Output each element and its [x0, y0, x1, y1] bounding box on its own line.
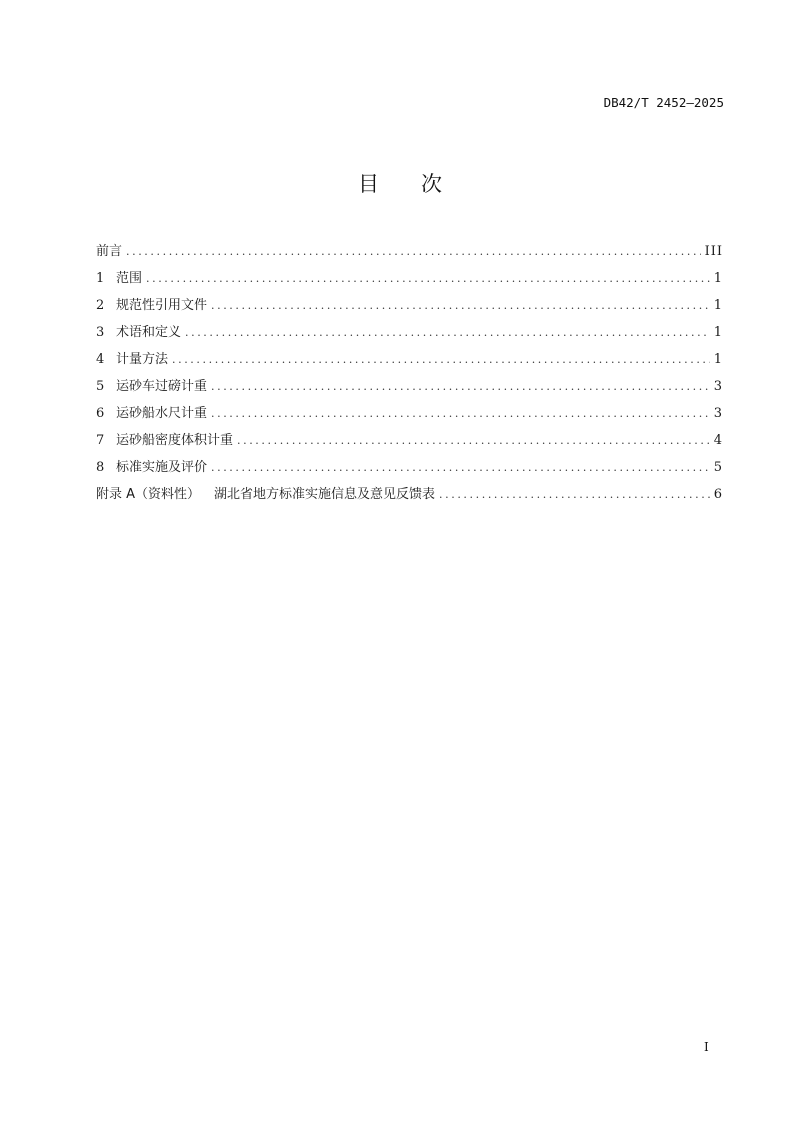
- toc-entry-page: 1: [713, 271, 723, 286]
- dot-leader: [146, 269, 710, 289]
- toc-entry-number: 1: [96, 271, 105, 286]
- toc-entry-page: 5: [713, 460, 723, 475]
- toc-entry-number: 3: [96, 325, 105, 340]
- toc-entry-title: 湖北省地方标准实施信息及意见反馈表: [214, 487, 436, 502]
- toc-entry-title: 运砂车过磅计重: [116, 379, 208, 394]
- toc-entry-page: 1: [713, 298, 723, 313]
- toc-entry-2[interactable]: [96, 296, 723, 323]
- document-code: DB42/T 2452—2025: [603, 95, 724, 110]
- title-char-1: 目: [358, 172, 379, 196]
- toc-entry-6[interactable]: [96, 404, 723, 431]
- toc-entry-page: III: [704, 244, 723, 259]
- toc-entry-title: 规范性引用文件: [116, 298, 208, 313]
- dot-leader: [185, 323, 710, 343]
- toc-appendix-prefix: 附录 A（资料性）: [96, 487, 201, 502]
- toc-entry-page: 1: [713, 352, 723, 367]
- toc-entry-number: 5: [96, 379, 105, 394]
- dot-leader: [126, 242, 701, 262]
- toc-entry-page: 4: [713, 433, 723, 448]
- dot-leader: [211, 404, 710, 424]
- toc-entry-number: 4: [96, 352, 105, 367]
- toc-entry-page: 3: [713, 379, 723, 394]
- toc-entry-number: 6: [96, 406, 105, 421]
- toc-entry-title: 术语和定义: [116, 325, 182, 340]
- toc-entry-3[interactable]: [96, 323, 723, 350]
- toc-entry-4[interactable]: [96, 350, 723, 377]
- toc-entry-title: 前言: [96, 244, 123, 259]
- toc-entry-1[interactable]: [96, 269, 723, 296]
- toc-entry-8[interactable]: [96, 458, 723, 485]
- toc-entry-appendix-a[interactable]: [96, 485, 723, 512]
- toc-entry-number: 2: [96, 298, 105, 313]
- dot-leader: [439, 485, 710, 505]
- toc-entry-page: 1: [713, 325, 723, 340]
- dot-leader: [211, 377, 710, 397]
- toc-entry-title: 标准实施及评价: [116, 460, 208, 475]
- page-number: I: [704, 1040, 709, 1054]
- toc-entry-page: 3: [713, 406, 723, 421]
- toc-entry-number: 7: [96, 433, 105, 448]
- dot-leader: [211, 296, 710, 316]
- toc-entry-foreword[interactable]: [96, 242, 723, 269]
- toc-entry-title: 范围: [116, 271, 143, 286]
- toc-entry-5[interactable]: [96, 377, 723, 404]
- toc-entry-title: 运砂船水尺计重: [116, 406, 208, 421]
- toc-entry-number: 8: [96, 460, 105, 475]
- toc-entry-title: 计量方法: [116, 352, 169, 367]
- toc-entry-7[interactable]: [96, 431, 723, 458]
- table-of-contents: [96, 242, 723, 512]
- page-title: [0, 168, 800, 198]
- title-char-2: 次: [421, 172, 442, 196]
- toc-entry-title: 运砂船密度体积计重: [116, 433, 234, 448]
- dot-leader: [172, 350, 710, 370]
- dot-leader: [211, 458, 710, 478]
- toc-entry-page: 6: [713, 487, 723, 502]
- dot-leader: [237, 431, 710, 451]
